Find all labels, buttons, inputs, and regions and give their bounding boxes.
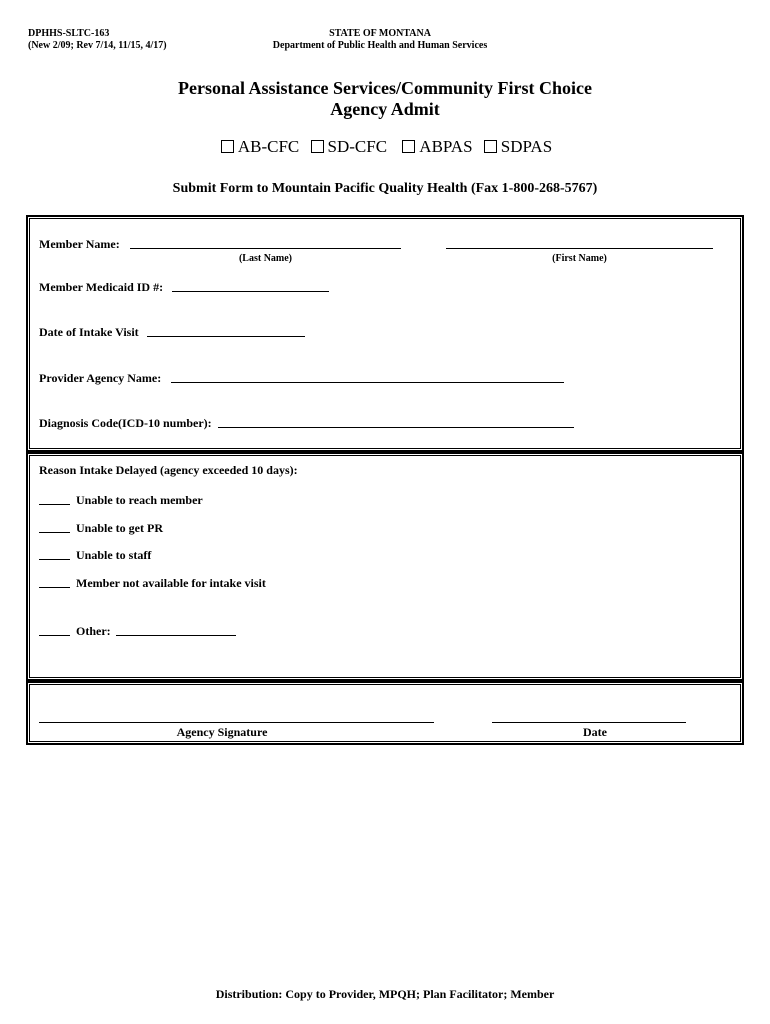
reason-unable-to-reach-member: Unable to reach member bbox=[76, 493, 203, 507]
agency-signature-caption: Agency Signature bbox=[176, 725, 268, 739]
reason-check-line-reach-member[interactable] bbox=[39, 494, 70, 505]
first-name-field[interactable] bbox=[446, 238, 713, 249]
reason-other-label: Other: bbox=[76, 624, 111, 638]
intake-date-field[interactable] bbox=[147, 326, 305, 337]
reason-check-line-member-unavailable[interactable] bbox=[39, 577, 70, 588]
provider-agency-label: Provider Agency Name: bbox=[39, 371, 162, 385]
reason-unable-to-get-pr: Unable to get PR bbox=[76, 521, 163, 535]
form-title-line2: Agency Admit bbox=[330, 99, 440, 119]
checkbox-sdpas[interactable] bbox=[484, 140, 497, 153]
agency-signature-field[interactable] bbox=[39, 712, 434, 723]
reason-check-line-other[interactable] bbox=[39, 625, 70, 636]
reason-unable-to-staff: Unable to staff bbox=[76, 548, 152, 562]
member-name-label: Member Name: bbox=[39, 237, 120, 251]
form-title bbox=[0, 78, 770, 120]
diagnosis-code-field[interactable] bbox=[218, 417, 574, 428]
provider-agency-field[interactable] bbox=[171, 372, 564, 383]
member-name-row bbox=[39, 237, 120, 251]
delay-section-inner-border bbox=[29, 455, 741, 678]
department-name: Department of Public Health and Human Services bbox=[272, 40, 488, 51]
checkbox-label-sdpas: SDPAS bbox=[500, 137, 553, 156]
first-name-caption: (First Name) bbox=[552, 253, 607, 264]
form-revision: (New 2/09; Rev 7/14, 11/15, 4/17) bbox=[28, 40, 167, 51]
delay-reason-heading: Reason Intake Delayed (agency exceeded 10 days): bbox=[39, 463, 298, 477]
program-checkbox-group bbox=[0, 137, 770, 157]
reason-check-line-staff[interactable] bbox=[39, 549, 70, 560]
intake-date-label: Date of Intake Visit bbox=[39, 325, 139, 339]
medicaid-id-field[interactable] bbox=[172, 281, 329, 292]
signature-date-field[interactable] bbox=[492, 712, 686, 723]
checkbox-ab-cfc[interactable] bbox=[221, 140, 234, 153]
reason-check-line-get-pr[interactable] bbox=[39, 522, 70, 533]
checkbox-label-abpas: ABPAS bbox=[419, 137, 473, 156]
signature-date-caption: Date bbox=[583, 725, 607, 739]
checkbox-abpas[interactable] bbox=[402, 140, 415, 153]
reason-member-not-available: Member not available for intake visit bbox=[76, 576, 266, 590]
checkbox-label-ab-cfc: AB-CFC bbox=[237, 137, 300, 156]
agency-header bbox=[0, 28, 770, 52]
medicaid-id-label: Member Medicaid ID #: bbox=[39, 280, 164, 294]
last-name-field[interactable] bbox=[130, 238, 401, 249]
submit-instruction: Submit Form to Mountain Pacific Quality Health (Fax 1-800-268-5767) bbox=[172, 181, 598, 196]
form-number: DPHHS-SLTC-163 bbox=[28, 28, 110, 39]
last-name-caption: (Last Name) bbox=[238, 253, 293, 264]
checkbox-label-sd-cfc: SD-CFC bbox=[327, 137, 388, 156]
distribution-note: Distribution: Copy to Provider, MPQH; Plan Facilitator; Member bbox=[215, 987, 555, 1001]
state-name: STATE OF MONTANA bbox=[329, 28, 431, 39]
diagnosis-code-label: Diagnosis Code(ICD-10 number): bbox=[39, 416, 212, 430]
checkbox-sd-cfc[interactable] bbox=[311, 140, 324, 153]
form-title-line1: Personal Assistance Services/Community First Choice bbox=[178, 78, 592, 98]
reason-other-field[interactable] bbox=[116, 625, 236, 636]
